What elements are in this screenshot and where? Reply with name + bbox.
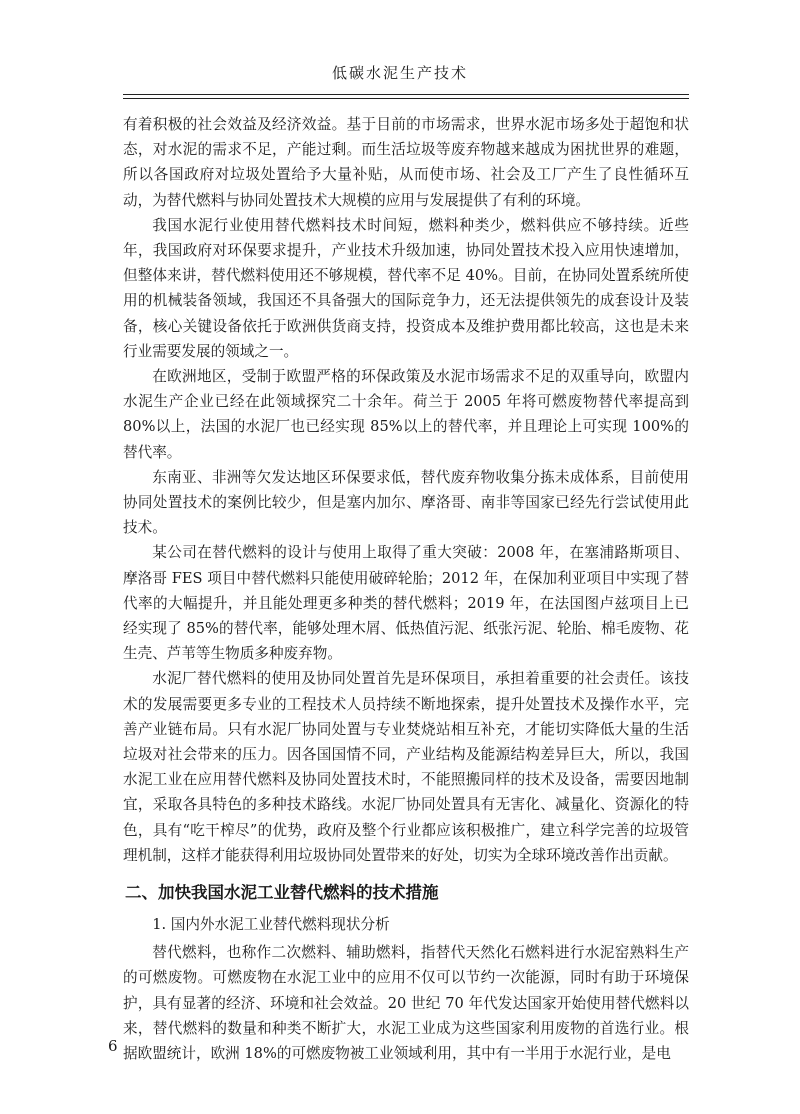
page-number: 6 [108, 1037, 118, 1055]
paragraph: 我国水泥行业使用替代燃料技术时间短，燃料种类少，燃料供应不够持续。近些年，我国政府对环保要求提升，产业技术升级加速，协同处置技术投入应用快速增加，但整体来讲，替代燃料使用还不够规模，替代率不足 40%。目前，在协同处置系统所使用的机械装备领域，我国还不具备强大的国际竞争力，还无法提供领先的成套设计及装备，核心关键设备依托于欧洲供货商支持，投资成本及维护费用都比较高，这也是未来行业需要发展的领域之一。 [123, 216, 689, 360]
paragraph: 在欧洲地区，受制于欧盟严格的环保政策及水泥市场需求不足的双重导向，欧盟内水泥生产企业已经在此领域探究二十余年。荷兰于 2005 年将可燃废物替代率提高到 80%以上，法国的水泥厂也已经实现 85%以上的替代率，并且理论上可实现 100%的替代率。 [123, 368, 689, 461]
header-rule-thin [123, 98, 689, 99]
paragraph: 某公司在替代燃料的设计与使用上取得了重大突破：2008 年，在塞浦路斯项目、摩洛哥 FES 项目中替代燃料只能使用破碎轮胎；2012 年，在保加利亚项目中实现了替代率的大幅提升，并且能处理更多种类的替代燃料；2019 年，在法国图卢兹项目上已经实现了 85%的替代率，能够处理木屑、低热值污泥、纸张污泥、轮胎、棉毛废物、花生壳、芦苇等生物质多种废弃物。 [123, 544, 689, 663]
header-rule-thick [123, 94, 689, 95]
paragraph: 替代燃料，也称作二次燃料、辅助燃料，指替代天然化石燃料进行水泥窑熟料生产的可燃废物。可燃废物在水泥工业中的应用不仅可以节约一次能源，同时有助于环境保护，具有显著的经济、环境和社会效益。20 世纪 70 年代发达国家开始使用替代燃料以来，替代燃料的数量和种类不断扩大，水泥工业成为这些国家利用废物的首选行业。根据欧盟统计，欧洲 18%的可燃废物被工业领域利用，其中有一半用于水泥行业，是电 [123, 944, 689, 1062]
section-heading: 二、加快我国水泥工业替代燃料的技术措施 [125, 883, 439, 903]
paragraph: 东南亚、非洲等欠发达地区环保要求低，替代废弃物收集分拣未成体系，目前使用协同处置技术的案例比较少，但是塞内加尔、摩洛哥、南非等国家已经先行尝试使用此技术。 [123, 468, 689, 537]
paragraph: 有着积极的社会效益及经济效益。基于目前的市场需求，世界水泥市场多处于超饱和状态，对水泥的需求不足，产能过剩。而生活垃圾等废弃物越来越成为困扰世界的难题，所以各国政府对垃圾处置给予大量补贴，从而使市场、社会及工厂产生了良性循环互动，为替代燃料与协同处置技术大规模的应用与发展提供了有利的环境。 [123, 116, 689, 209]
running-header: 低碳水泥生产技术 [331, 64, 468, 82]
body-text [123, 112, 689, 1066]
subsection-heading: 1. 国内外水泥工业替代燃料现状分析 [152, 916, 390, 934]
paragraph: 水泥厂替代燃料的使用及协同处置首先是环保项目，承担着重要的社会责任。该技术的发展需要更多专业的工程技术人员持续不断地探索，提升处置技术及操作水平，完善产业链布局。只有水泥厂协同处置与专业焚烧站相互补充，才能切实降低大量的生活垃圾对社会带来的压力。因各国国情不同，产业结构及能源结构差异巨大，所以，我国水泥工业在应用替代燃料及协同处置技术时，不能照搬同样的技术及设备，需要因地制宜，采取各具特色的多种技术路线。水泥厂协同处置具有无害化、减量化、资源化的特色，具有“吃干榨尽”的优势，政府及整个行业都应该积极推广，建立科学完善的垃圾管理机制，这样才能获得利用垃圾协同处置带来的好处，切实为全球环境改善作出贡献。 [123, 670, 689, 864]
